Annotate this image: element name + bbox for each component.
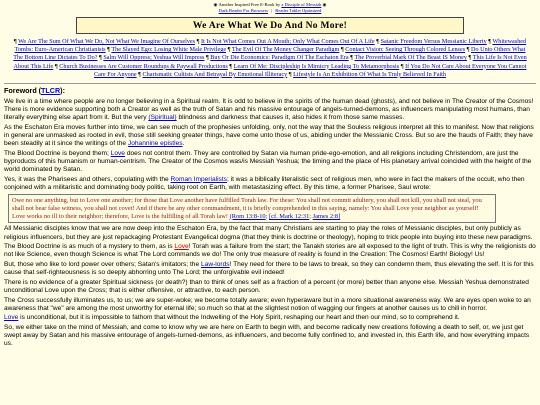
law-lords-link[interactable]: Law-lords bbox=[200, 261, 230, 268]
toc-link[interactable]: It Is Not What Comes Out A Mouth; Only What Comes Out Of A Life bbox=[200, 38, 375, 45]
dark-reader-link[interactable]: Dark Reader For Browsers bbox=[218, 8, 269, 13]
paragraph: But, those who like to lord power over others; Satan's imitators; the Law-lords! They need for there to be laws to break, so they can condemn them, thus elevating the self. It is for this cause that self-righteousness is so deeply abhorring unto The Lord; the unforgivable evil indeed! bbox=[4, 261, 534, 277]
paragraph: So, we either take on the mind of Messiah, and come to know why we are here on Earth to begin with, and become radically new creations following a death to self, or, we just get swept away by Satan and his massive entourage of angels-turned-demons, as influencers, and become fully confined to, and invested in, this Earth life, and how everything impacts us. bbox=[4, 323, 530, 348]
toc-link[interactable]: The Proverbial Mark Of The Beast IS Money bbox=[354, 54, 467, 62]
toc-link[interactable]: This Life Is Not Even About This Life bbox=[13, 54, 527, 70]
toc-link[interactable]: The Evil Of The Money Changer Paradigm bbox=[231, 46, 340, 54]
romans-ref-link[interactable]: (Rom 13:8-10 bbox=[229, 212, 266, 220]
pilcrow-icon: ¶ bbox=[376, 38, 381, 45]
james-ref-link[interactable]: James 2:8] bbox=[312, 212, 341, 220]
divider bbox=[4, 83, 536, 84]
pilcrow-icon: ¶ bbox=[488, 38, 493, 45]
toc-link[interactable]: Contact Vision: Seeing Through Colored Lenses bbox=[345, 46, 466, 54]
pilcrow-icon: ¶ bbox=[205, 54, 211, 62]
toc-link[interactable]: We Are The Sum Of What We Do, Not What We Imagine Of Ourselves bbox=[18, 38, 196, 45]
toc-link[interactable]: Buy Or Die Economics: Paradigm Of The Eschaton Era bbox=[210, 54, 349, 62]
paragraph: As the Eschaton Era moves further into time, we can see much of the prophesies unfolding, only, not the way that the Souless religious interpret all this to manifest. Now that religions in general are unmasked as rooted in evil, those still seeking greater things, have come unto those of us, abiding under the Messianic Cross. But so are the frauds of Faith; they have been steadily at it since the writings of the Johannine epistles. bbox=[4, 123, 534, 148]
toc-link[interactable]: The Slayed Ego: Losing White Male Privilege bbox=[111, 46, 227, 54]
spiritual-link[interactable]: (Spiritual) bbox=[148, 114, 177, 122]
toc-link[interactable]: Charismatic Cultists And Betrayal By Emotional Illiteracy bbox=[142, 70, 288, 78]
table-of-contents bbox=[4, 38, 536, 79]
pilcrow-icon: ¶ bbox=[350, 54, 355, 62]
paragraph: The Cross successfully illuminates us, to us; we are super-woke; we become totally aware; even hyperaware but in a more situational awareness way. We are eyes open woke to an awareness that "we" are among the most unworthy for eternal life; so much so that at the slightest notion of wagging our fingers at another causes us to chill in horror. bbox=[4, 296, 531, 312]
scripture-quote: Owe no one anything, but to Love one another; for those that Love another have fulfilled Torah law. For these: You shall not commit adultery, you shall not kill, you shall not steal, you shall not bear false witness, you shall not covet! And if there be any other commandment, it is briefly comprehended in this saying, namely: You shall Love your neighbor as yourself! Love works no ill to their neighbor; therefore, Love is the fulfilling of all Torah law! (Rom 13:8-10; [cf. Mark 12:31; James 2:8] bbox=[8, 194, 496, 223]
love-link[interactable]: Love bbox=[110, 149, 125, 157]
pilcrow-icon: ¶ bbox=[400, 62, 406, 70]
toc-link[interactable]: Lifestyle Is An Exhibition Of What Is Truly Believed In Faith bbox=[293, 70, 446, 78]
pilcrow-icon: ¶ bbox=[13, 38, 19, 45]
paragraph: Yes, it was the Pharisees and others, copulating with the Roman Imperialists; it was a biblically literalistic sect of religious men, who were in fact the makers of the occult, who then conjoined with a militaristic and dominating body politic, taking root on Earth, with metastasizing effect. By this time, a former Pharisee, Saul wrote: bbox=[4, 175, 525, 191]
johannine-link[interactable]: Johannine epistles bbox=[127, 140, 183, 148]
pilcrow-icon: ¶ bbox=[54, 62, 60, 70]
mark-ref-link[interactable]: [cf. Mark 12:31 bbox=[268, 212, 310, 220]
separator: | bbox=[271, 8, 273, 13]
pilcrow-icon: ¶ bbox=[288, 70, 294, 78]
pilcrow-icon: ¶ bbox=[99, 54, 104, 62]
paragraph: There is no evidence of a greater Spiritual sickness (or death?) than to think of ones self as a fraction of a percent (or more) better than anyone else. Messiah Yeshua demonstrated unconditional Love upon the Cross; that is either offensive, or attractive, to each person. bbox=[4, 278, 529, 294]
toc-link[interactable]: Church Businesses Are Customer Roundups & Paywall Productions bbox=[59, 62, 228, 70]
toc-link[interactable]: Do Unto Others What The Bottom Line Dictates To Do? bbox=[13, 46, 526, 62]
page-title: We Are What We Do And No More! bbox=[76, 17, 464, 34]
love-link-2[interactable]: Love bbox=[174, 243, 189, 251]
paragraph: All Messianic disciples know that we are now deep into the Eschaton Era, by the fact that many Christians are starting to play the roles of Messianic disciples, but only publicly as religious influencers, but they are just repackaging Protestant Evangelical dogma (that they think is doctrine or theology), hoping to trick people into buying into these new paradigms. bbox=[4, 225, 533, 241]
disciple-link[interactable]: a Disciple of Messiah bbox=[281, 2, 322, 7]
foreword-heading: Foreword (TLCR): bbox=[4, 86, 65, 96]
pilcrow-icon: ¶ bbox=[468, 54, 473, 62]
paragraph: Love is unconditional, but it is impossible to fathom that without the Indwelling of the Holy Spirit, reshaping our heart and then our mind, so to comprehend it. bbox=[4, 314, 460, 322]
pilcrow-icon: ¶ bbox=[227, 46, 232, 54]
tlcr-link[interactable]: TLCR bbox=[41, 86, 61, 96]
toc-link[interactable]: Learn Of Me: Discipleship Is Mimicry Leading To Metamorphosis bbox=[233, 62, 400, 70]
toc-link[interactable]: Satanic Freedom Versus Messianic Liberty bbox=[380, 38, 487, 45]
toc-link[interactable]: Whitewashed Tombs: Euro-American Christianists bbox=[14, 38, 527, 54]
header-sublinks bbox=[4, 8, 536, 14]
header-icon-2: ◉ bbox=[322, 2, 327, 7]
pilcrow-icon: ¶ bbox=[340, 46, 346, 54]
pilcrow-icon: ¶ bbox=[107, 46, 112, 54]
pilcrow-icon: ¶ bbox=[466, 46, 472, 54]
header-icon: ◉ bbox=[213, 2, 218, 7]
pilcrow-icon: ¶ bbox=[196, 38, 201, 45]
pilcrow-icon: ¶ bbox=[138, 70, 143, 78]
reader-tablet-link[interactable]: Reader Tablet Optimized bbox=[275, 8, 322, 13]
paragraph: The Blood Doctrine is as much of a mystery to them, as is Love! Torah was a failure from the start; the Tanakh stories are all exposed to the light of truth. This is why the religionists do not like Science, even though Science is what The Lord commands we do! The only true measure of reality is found in the Creation: The Cosmos! Earth! Biology! Us! bbox=[4, 243, 536, 259]
love-link-3[interactable]: Love bbox=[4, 314, 19, 322]
roman-imperialists-link[interactable]: Roman Imperialists bbox=[170, 175, 227, 183]
paragraph: The Blood Doctrine is beyond them; Love does not control them. They are controlled by Satan via human pride-ego-emotion, and all religions including Christendom, are just the byproducts of this humanism or human-centrism. The Creator of the Cosmos was/is Messiah Yeshua; the timing and the place of His planetary arrival coincided with the height of the world dominated by Satan. bbox=[4, 149, 532, 174]
foreword-label: Foreword bbox=[4, 86, 37, 96]
paragraph: We live in a time where people are no longer believing in a Spiritual realm. It is odd to believe in the spirits of the human dead (ghosts), and not believe in The Creator of the Cosmos! There is more evidence supporting both a Creator as well as the truth of Satan and his massive entourage of angels-turned-demons, as influencers manipulating most humans, than literally everything else apart from it. But the very (Spiritual) blindness and darkness that causes it, also hides it from those same masses. bbox=[4, 97, 534, 122]
toc-link[interactable]: If You Do Not Care About Everyone You Cannot Care For Anyone bbox=[94, 62, 527, 78]
pilcrow-icon: ¶ bbox=[229, 62, 234, 70]
toc-link[interactable]: Salm Will Oppress; Yeshua Will Impress bbox=[103, 54, 205, 62]
header-text: Another Inspired Free E-Book by bbox=[218, 2, 281, 7]
main-content bbox=[4, 87, 536, 349]
